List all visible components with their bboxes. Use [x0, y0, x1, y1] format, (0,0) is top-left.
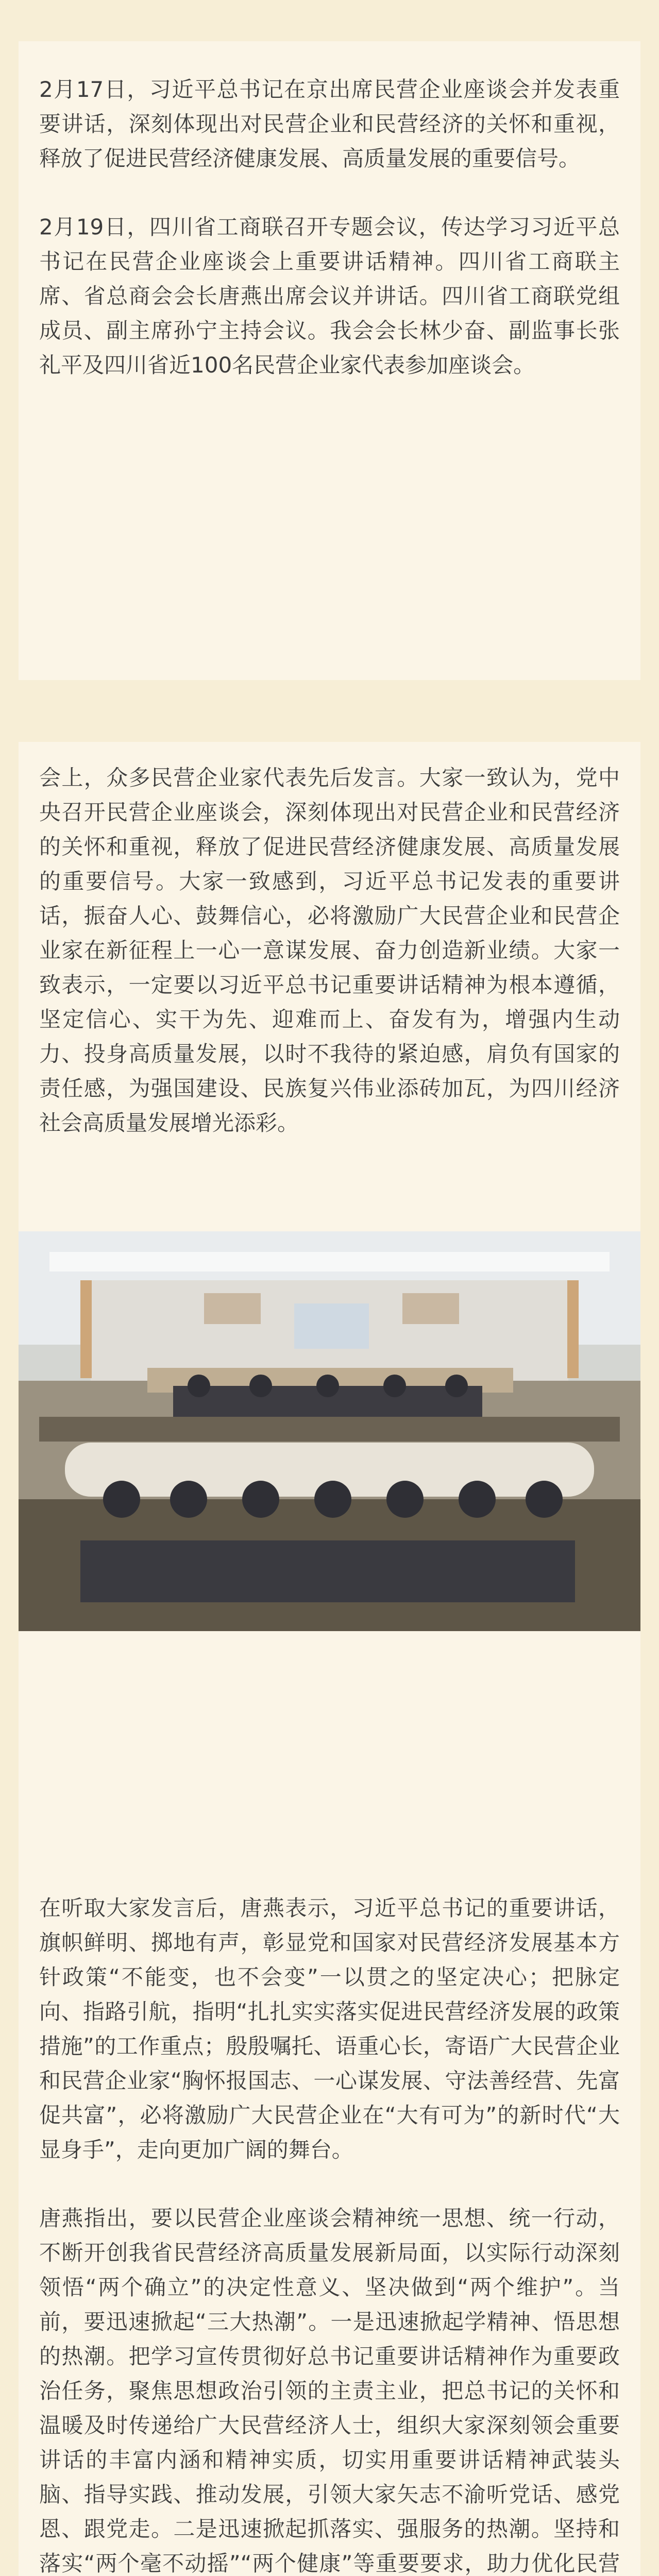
intro-paragraph-date-0219: 2月19日，四川省工商联召开专题会议，传达学习习近平总书记在民营企业座谈会上重要讲话精神。四川省工商联主席、省总商会会长唐燕出席会议并讲话。四川省工商联党组成员、副主席孙宁主持会议。我会会长林少奋、副监事长张礼平及四川省近100名民营企业家代表参加座谈会。: [39, 214, 620, 378]
intro-card: [19, 41, 640, 680]
meeting-room-illustration: [19, 1231, 640, 1631]
meeting-card: [19, 742, 640, 2576]
tang-yan-remarks-paragraph: 在听取大家发言后，唐燕表示，习近平总书记的重要讲话，旗帜鲜明、掷地有声，彰显党和国家对民营经济发展基本方针政策“不能变，也不会变”一以贯之的坚定决心；把脉定向、指路引航，指明“扎扎实实落实促进民营经济发展的政策措施”的工作重点；殷殷嘱托、语重心长，寄语广大民营企业和民营企业家“胸怀报国志、一心谋发展、守法善经营、先富促共富”，必将激励广大民营企业在“大有可为”的新时代“大显身手”，走向更加广阔的舞台。: [39, 1895, 620, 2162]
entrepreneurs-discussion-paragraph: 会上，众多民营企业家代表先后发言。大家一致认为，党中央召开民营企业座谈会，深刻体现出对民营企业和民营经济的关怀和重视，释放了促进民营经济健康发展、高质量发展的重要信号。大家一致感到，习近平总书记发表的重要讲话，振奋人心、鼓舞信心，必将激励广大民营企业和民营企业家在新征程上一心一意谋发展、奋力创造新业绩。大家一致表示，一定要以习近平总书记重要讲话精神为根本遵循，坚定信心、实干为先、迎难而上、奋发有为，增强内生动力、投身高质量发展，以时不我待的紧迫感，肩负有国家的责任感，为强国建设、民族复兴伟业添砖加瓦，为四川经济社会高质量发展增光添彩。: [39, 765, 620, 1136]
meeting-text-after-photo: [19, 1891, 640, 2576]
meeting-room-photo: [19, 1231, 640, 1631]
meeting-text-before-photo: [19, 760, 640, 1140]
intro-paragraph-date-0217: 2月17日，习近平总书记在京出席民营企业座谈会并发表重要讲话，深刻体现出对民营企业和民营经济的关怀和重视，释放了促进民营经济健康发展、高质量发展的重要信号。: [39, 77, 620, 171]
intro-text: [19, 72, 640, 382]
tang-yan-three-waves-paragraph: 唐燕指出，要以民营企业座谈会精神统一思想、统一行动，不断开创我省民营经济高质量发展新局面，以实际行动深刻领悟“两个确立”的决定性意义、坚决做到“两个维护”。当前，要迅速掀起“三大热潮”。一是迅速掀起学精神、悟思想的热潮。把学习宣传贯彻好总书记重要讲话精神作为重要政治任务，聚焦思想政治引领的主责主业，把总书记的关怀和温暖及时传递给广大民营经济人士，组织大家深刻领会重要讲话的丰富内涵和精神实质，切实用重要讲话精神武装头脑、指导实践、推动发展，引领大家矢志不渝听党话、感党恩、跟党走。二是迅速掀起抓落实、强服务的热潮。坚持和落实“两个毫不动摇”“两个健康”等重要要求，助力优化民营: [39, 2206, 620, 2576]
